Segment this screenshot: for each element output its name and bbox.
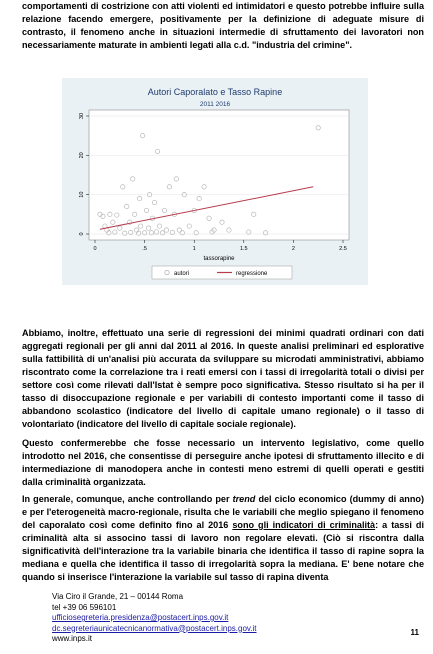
y-tick-label: 10 bbox=[79, 191, 85, 198]
paragraph-general-trend: trend bbox=[232, 494, 256, 504]
page-number: 11 bbox=[410, 628, 419, 637]
legend-label-autori: autori bbox=[174, 271, 190, 277]
y-tick-label: 20 bbox=[79, 152, 85, 159]
x-tick-label: 0 bbox=[93, 246, 97, 252]
x-axis-label: tassorapine bbox=[203, 256, 235, 262]
chart-svg bbox=[62, 78, 368, 285]
footer-email-segreteria-link[interactable]: dc.segreteriaunicatecnicanormativa@postacert.inps.gov.it bbox=[52, 623, 257, 633]
x-tick-label: 1.5 bbox=[239, 246, 248, 252]
paragraph-intro: comportamenti di costrizione con atti violenti ed intimidatori e questo potrebbe influire sulla relazione facendo emergere, positivamente per la definizione di adeguate misure di contrasto, il fenomeno anche in situazioni intermedie di sfruttamento dei lavoratori non necessariamente maturate in ambienti legati alla c.d. "industria del crimine". bbox=[22, 1, 424, 50]
paragraph-general-emphasis: sono gli indicatori di criminalità bbox=[232, 520, 376, 530]
paragraph-regressions: Abbiamo, inoltre, effettuato una serie di regressioni dei minimi quadrati ordinari con dati aggregati regionali per gli anni dal 2011 al 2016. In queste analisi preliminari ed esplorative sulla fattibilità di un'analisi più accurata da sviluppare su microdati amministrativi, abbiamo riscontrato come la correlazione tra i reati emersi con i tassi di irregolarità totali o divisi per settore così come rilevati dall'Istat è sempre poco significativa. Stesso risultato si ha per il tasso di disoccupazione regionale e per variabili di contesto importanti come il tasso di abbandono scolastico (indicatore del livello di capitale umano regionale) o il tasso di volontariato (indicatore del livello di capitale sociale regionale). bbox=[22, 328, 424, 429]
legend bbox=[152, 266, 292, 279]
page-footer bbox=[52, 592, 352, 645]
paragraph-general-part-e: : a tassi di criminalità alta si associno tassi di lavoro non regolare elevati. (Ciò si riscontra dalla significatività dell'interazione tra la variabile binaria che identifica il tasso di rapine sopra la mediana e quella che identifica il tasso di irregolarità sopra la mediana. E' bene notare che quando si inserisce l'interazione la variabile sul tasso di rapina diventa bbox=[22, 520, 424, 582]
footer-address: Via Ciro il Grande, 21 – 00144 Roma bbox=[52, 592, 184, 601]
y-tick-label: 0 bbox=[79, 232, 85, 236]
footer-email-presidenza-link[interactable]: ufficiosegreteria.presidenza@postacert.inps.gov.it bbox=[52, 613, 229, 622]
x-tick-label: 2.5 bbox=[339, 246, 347, 252]
footer-tel: tel +39 06 596101 bbox=[52, 602, 117, 612]
x-tick-label: 2 bbox=[291, 246, 295, 252]
paragraph-legislation: Questo confermerebbe che fosse necessario un intervento legislativo, come quello introdotto nel 2016, che consentisse di perseguire anche ipotesi di sfruttamento illecito e di intermediazione di manodopera anche in contesti meno estremi di quelli operati e gestiti dalla criminalità organizzata. bbox=[22, 438, 424, 487]
x-tick-label: .5 bbox=[142, 246, 147, 252]
scatter-chart bbox=[62, 78, 368, 285]
footer-website[interactable]: www.inps.it bbox=[52, 634, 93, 643]
y-tick-label: 30 bbox=[79, 112, 85, 120]
chart-title: Autori Caporalato e Tasso Rapine bbox=[147, 87, 283, 97]
paragraph-general bbox=[22, 493, 424, 584]
paragraph-general-part-c: del ciclo economico (dummy di anno) e per l'eterogeneità macro-regionale, risulta che le variabili che meglio spiegano il fenomeno del caporalato così come definito fino al 2016 bbox=[22, 494, 424, 530]
chart-subtitle: 2011 2016 bbox=[199, 101, 231, 108]
x-tick-label: 1 bbox=[192, 246, 196, 252]
paragraph-general-part-a: In generale, comunque, anche controllando per bbox=[22, 494, 233, 504]
legend-label-regressione: regressione bbox=[236, 271, 268, 277]
